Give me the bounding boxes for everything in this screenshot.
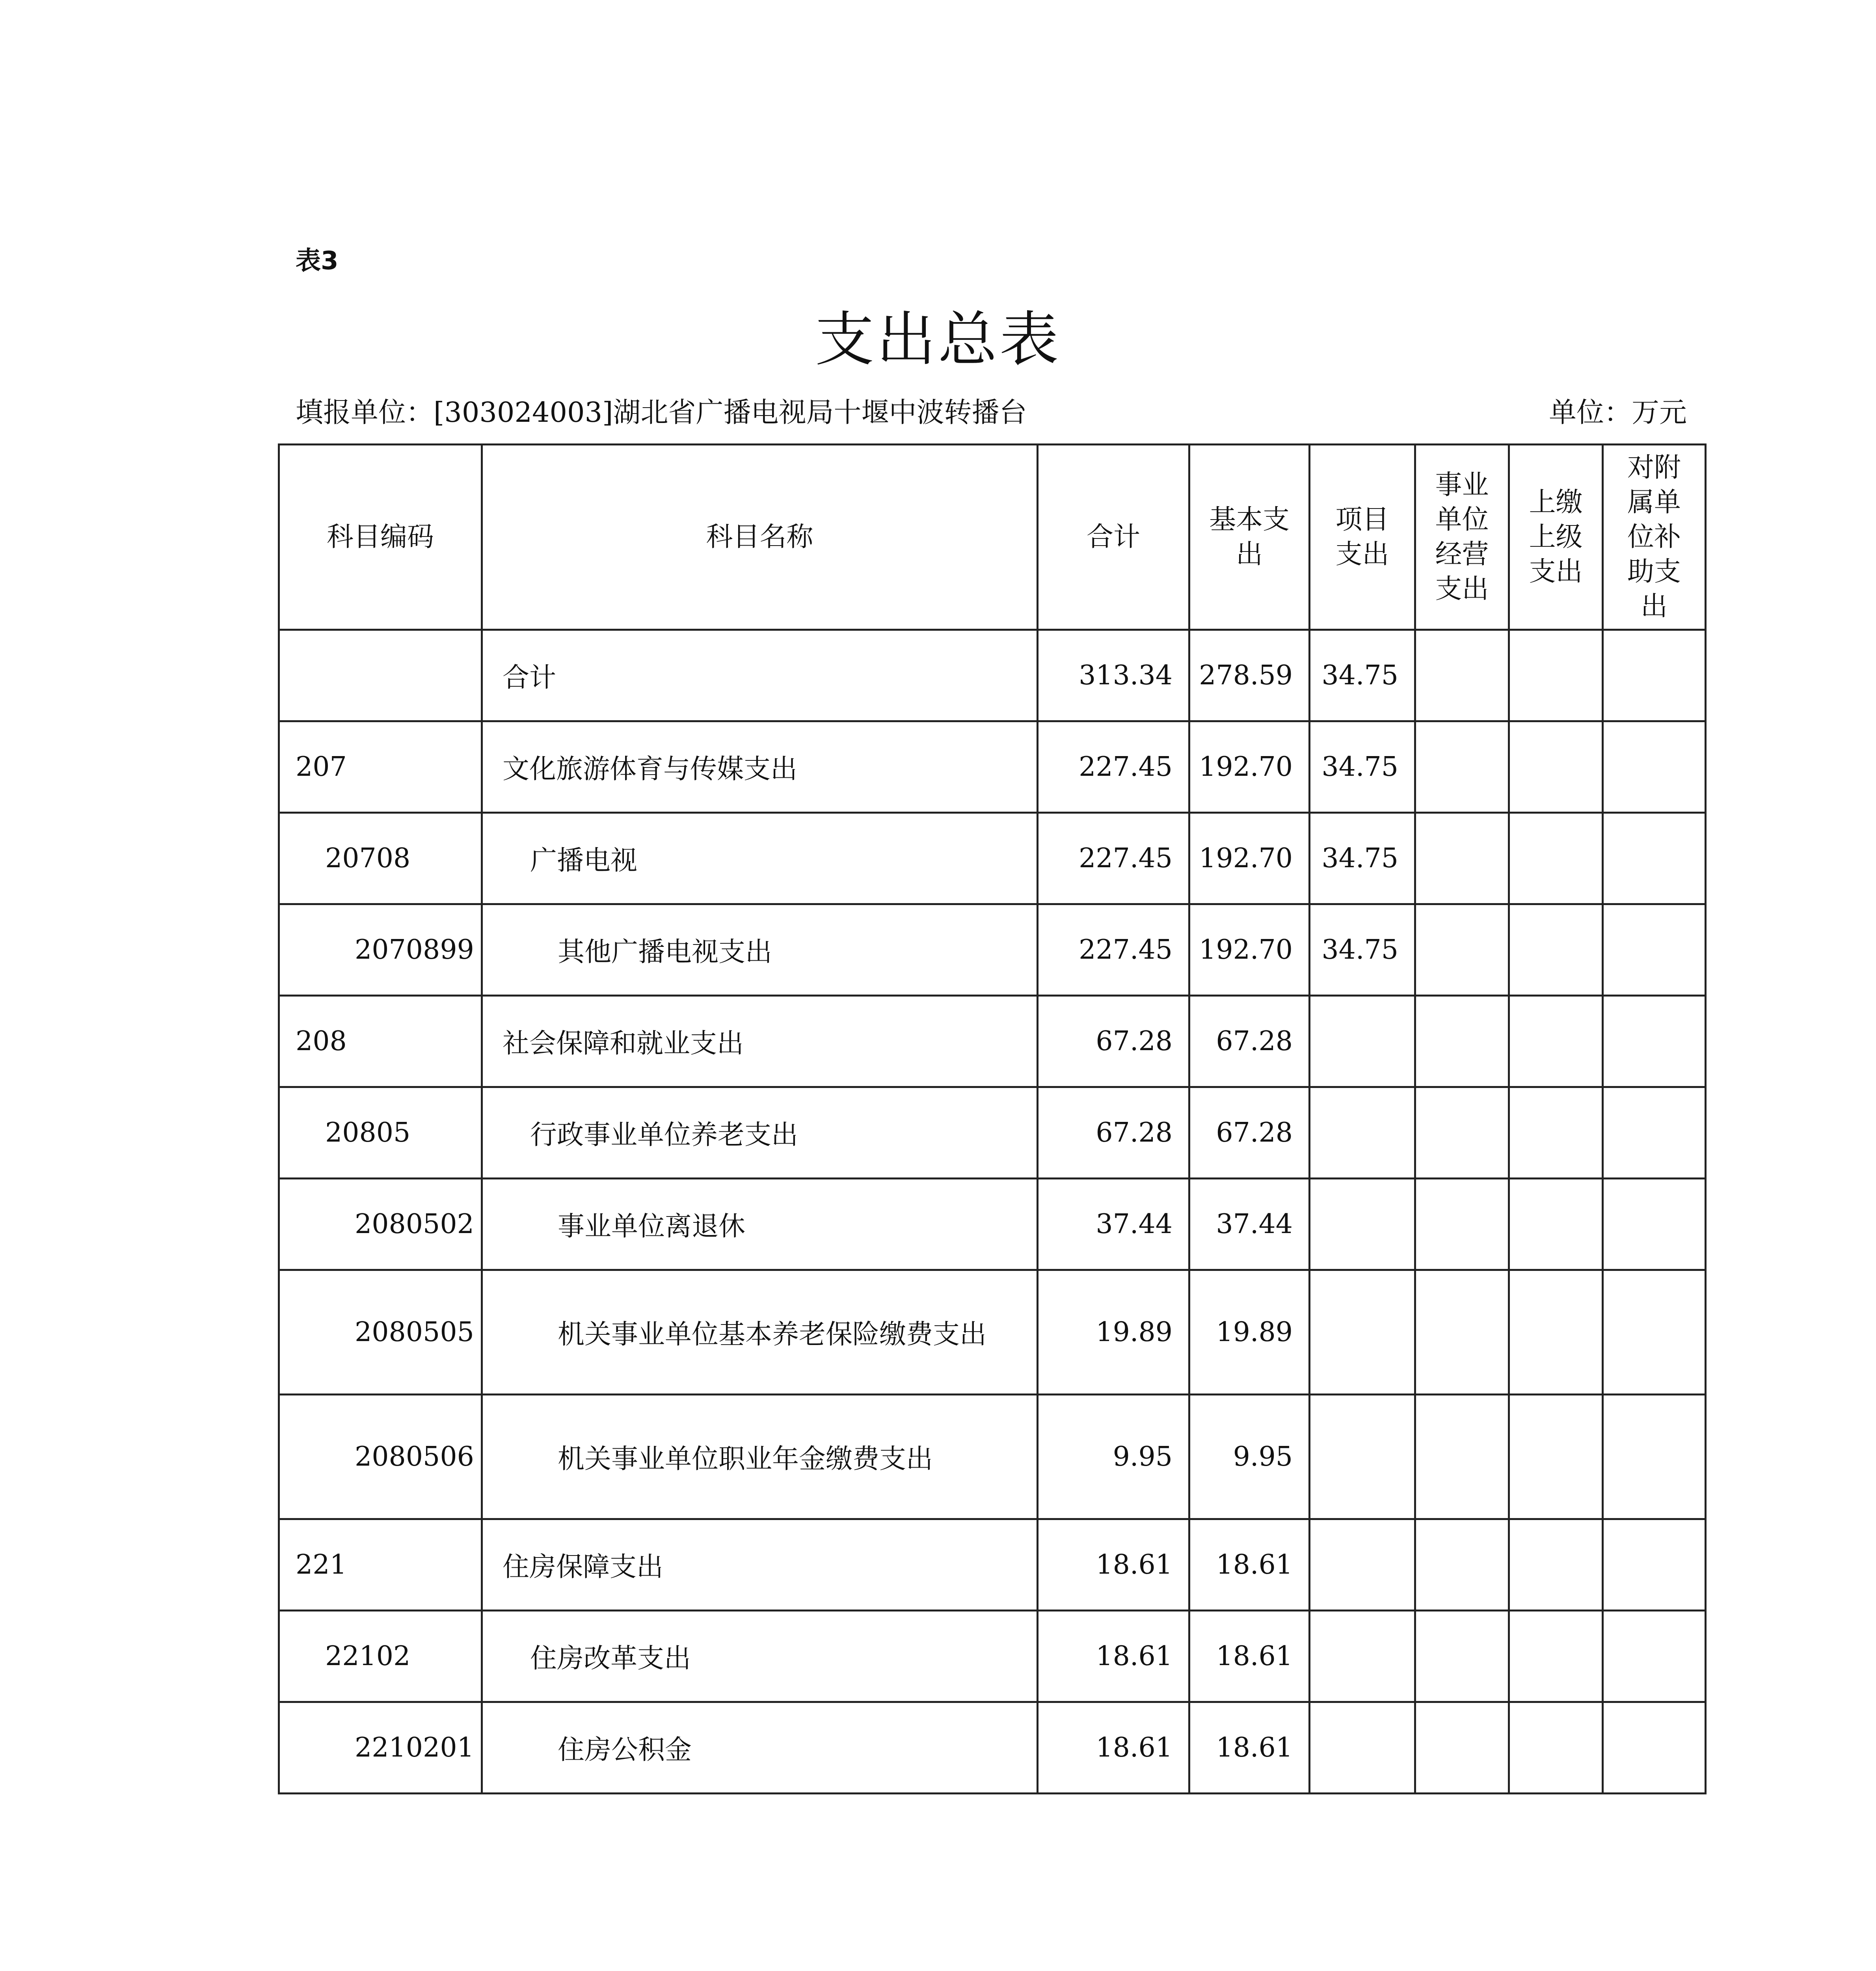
row-project [1310, 996, 1415, 1087]
row-code: 208 [279, 996, 482, 1087]
row-operating [1415, 1270, 1509, 1395]
header-row [279, 445, 1706, 630]
header-remit: 上缴上级支出 [1509, 445, 1603, 630]
row-project [1310, 1087, 1415, 1179]
row-remit [1509, 1270, 1603, 1395]
row-name: 文化旅游体育与传媒支出 [482, 721, 1038, 813]
row-project: 34.75 [1310, 813, 1415, 904]
row-name: 广播电视 [482, 813, 1038, 904]
row-project [1310, 1179, 1415, 1270]
row-subsidy [1603, 1395, 1706, 1519]
row-remit [1509, 1519, 1603, 1611]
row-code: 2210201 [279, 1702, 482, 1794]
row-name: 住房保障支出 [482, 1519, 1038, 1611]
table-row [279, 1087, 1706, 1179]
row-code: 20708 [279, 813, 482, 904]
table-row [279, 721, 1706, 813]
row-code: 2080506 [279, 1395, 482, 1519]
row-total: 19.89 [1038, 1270, 1189, 1395]
row-project: 34.75 [1310, 630, 1415, 721]
row-code [279, 630, 482, 721]
header-basic: 基本支出 [1189, 445, 1310, 630]
row-project: 34.75 [1310, 904, 1415, 996]
row-operating [1415, 1519, 1509, 1611]
currency-unit: 单位：万元 [1549, 396, 1687, 428]
row-basic: 9.95 [1189, 1395, 1310, 1519]
row-total: 18.61 [1038, 1519, 1189, 1611]
row-subsidy [1603, 1702, 1706, 1794]
row-subsidy [1603, 904, 1706, 996]
row-basic: 67.28 [1189, 1087, 1310, 1179]
row-basic: 37.44 [1189, 1179, 1310, 1270]
row-operating [1415, 630, 1509, 721]
row-operating [1415, 721, 1509, 813]
table-row [279, 1702, 1706, 1794]
row-operating [1415, 1702, 1509, 1794]
row-name: 机关事业单位职业年金缴费支出 [482, 1395, 1038, 1519]
row-operating [1415, 1611, 1509, 1702]
reporting-unit: 填报单位：[303024003]湖北省广播电视局十堰中波转播台 [296, 396, 1027, 428]
header-name: 科目名称 [482, 445, 1038, 630]
row-name: 合计 [482, 630, 1038, 721]
header-subsidy: 对附属单位补助支出 [1603, 445, 1706, 630]
row-remit [1509, 904, 1603, 996]
row-project [1310, 1611, 1415, 1702]
row-remit [1509, 813, 1603, 904]
row-name: 行政事业单位养老支出 [482, 1087, 1038, 1179]
row-subsidy [1603, 1179, 1706, 1270]
row-name: 机关事业单位基本养老保险缴费支出 [482, 1270, 1038, 1395]
row-remit [1509, 1611, 1603, 1702]
table-row [279, 1179, 1706, 1270]
row-code: 207 [279, 721, 482, 813]
table-label: 表3 [296, 246, 339, 276]
row-total: 313.34 [1038, 630, 1189, 721]
row-subsidy [1603, 813, 1706, 904]
row-subsidy [1603, 996, 1706, 1087]
row-total: 227.45 [1038, 721, 1189, 813]
row-subsidy [1603, 1270, 1706, 1395]
row-subsidy [1603, 1087, 1706, 1179]
header-project: 项目支出 [1310, 445, 1415, 630]
row-remit [1509, 721, 1603, 813]
row-name: 社会保障和就业支出 [482, 996, 1038, 1087]
row-operating [1415, 904, 1509, 996]
row-total: 227.45 [1038, 813, 1189, 904]
row-total: 18.61 [1038, 1702, 1189, 1794]
row-total: 67.28 [1038, 1087, 1189, 1179]
row-operating [1415, 1395, 1509, 1519]
row-subsidy [1603, 630, 1706, 721]
table-row [279, 904, 1706, 996]
row-total: 227.45 [1038, 904, 1189, 996]
row-name: 其他广播电视支出 [482, 904, 1038, 996]
row-remit [1509, 1179, 1603, 1270]
row-subsidy [1603, 1519, 1706, 1611]
row-basic: 67.28 [1189, 996, 1310, 1087]
table-row [279, 1270, 1706, 1395]
table-row [279, 1611, 1706, 1702]
row-code: 221 [279, 1519, 482, 1611]
row-remit [1509, 996, 1603, 1087]
row-code: 2080505 [279, 1270, 482, 1395]
row-basic: 18.61 [1189, 1702, 1310, 1794]
row-project [1310, 1395, 1415, 1519]
table-row [279, 1519, 1706, 1611]
row-subsidy [1603, 1611, 1706, 1702]
row-remit [1509, 1395, 1603, 1519]
expenditure-table [278, 443, 1707, 1794]
table-row [279, 630, 1706, 721]
row-total: 9.95 [1038, 1395, 1189, 1519]
table-row [279, 996, 1706, 1087]
row-project [1310, 1519, 1415, 1611]
row-operating [1415, 996, 1509, 1087]
row-name: 事业单位离退休 [482, 1179, 1038, 1270]
row-total: 67.28 [1038, 996, 1189, 1087]
row-code: 2070899 [279, 904, 482, 996]
header-total: 合计 [1038, 445, 1189, 630]
row-project [1310, 1270, 1415, 1395]
row-project: 34.75 [1310, 721, 1415, 813]
row-basic: 192.70 [1189, 813, 1310, 904]
row-name: 住房公积金 [482, 1702, 1038, 1794]
row-remit [1509, 1087, 1603, 1179]
row-operating [1415, 1087, 1509, 1179]
row-total: 18.61 [1038, 1611, 1189, 1702]
row-operating [1415, 1179, 1509, 1270]
row-subsidy [1603, 721, 1706, 813]
row-code: 20805 [279, 1087, 482, 1179]
row-basic: 192.70 [1189, 721, 1310, 813]
row-basic: 192.70 [1189, 904, 1310, 996]
page-title: 支出总表 [815, 306, 1061, 374]
table-row [279, 1395, 1706, 1519]
row-name: 住房改革支出 [482, 1611, 1038, 1702]
row-basic: 18.61 [1189, 1611, 1310, 1702]
row-basic: 19.89 [1189, 1270, 1310, 1395]
row-operating [1415, 813, 1509, 904]
header-operating: 事业单位经营支出 [1415, 445, 1509, 630]
row-remit [1509, 630, 1603, 721]
row-code: 2080502 [279, 1179, 482, 1270]
row-basic: 278.59 [1189, 630, 1310, 721]
row-remit [1509, 1702, 1603, 1794]
table-row [279, 813, 1706, 904]
row-total: 37.44 [1038, 1179, 1189, 1270]
row-project [1310, 1702, 1415, 1794]
row-code: 22102 [279, 1611, 482, 1702]
row-basic: 18.61 [1189, 1519, 1310, 1611]
header-code: 科目编码 [279, 445, 482, 630]
